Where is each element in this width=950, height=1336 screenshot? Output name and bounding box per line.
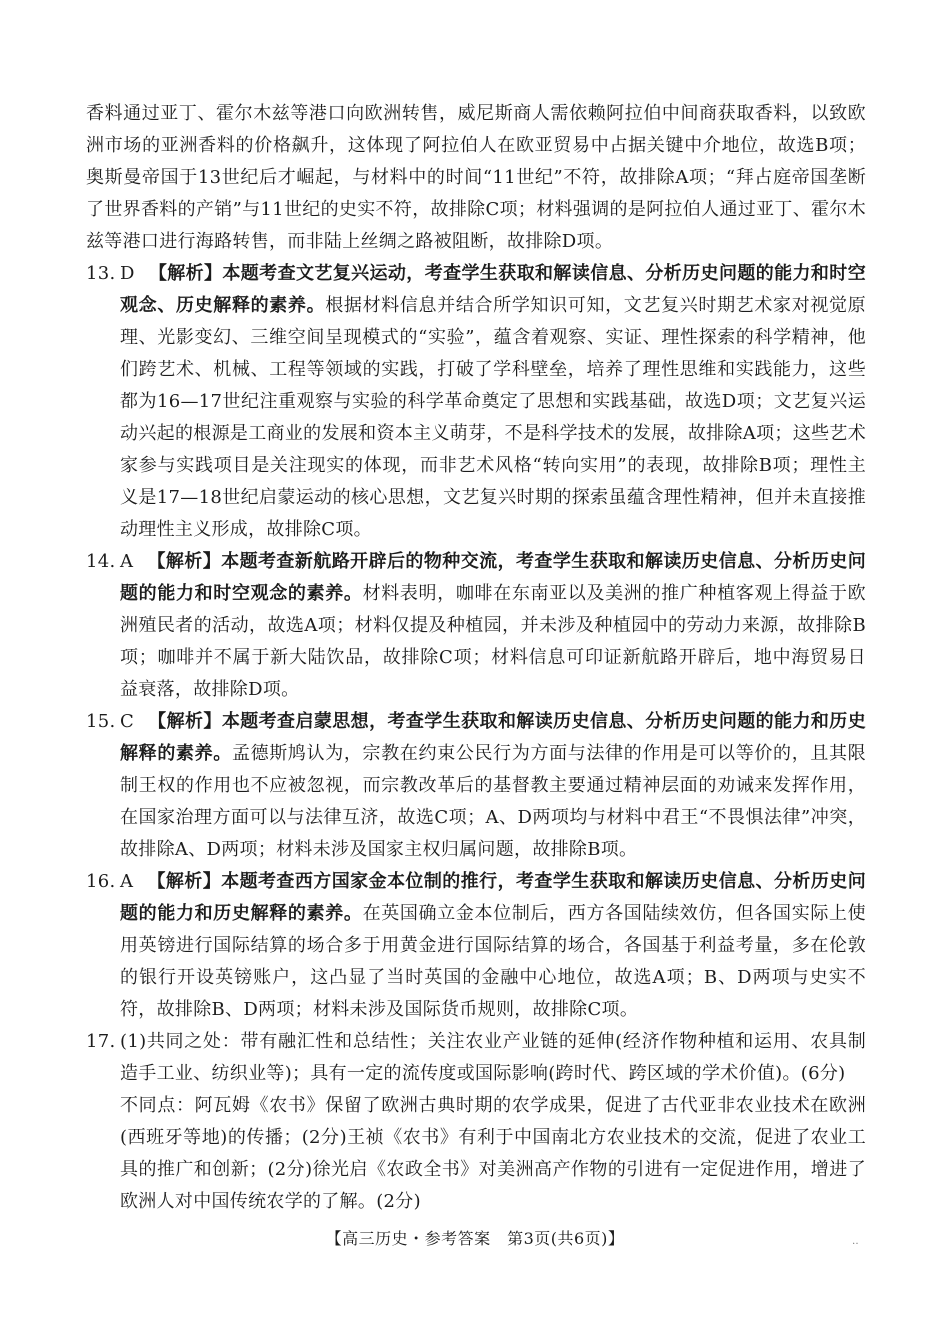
- item-analysis-heading: 【解析】本题考查西方国家金本位制的推行，考查学生获取和解读历史信息、分析历史问题的能力和历史解释的素养。: [120, 871, 866, 924]
- item-answer-letter: C: [120, 711, 135, 732]
- answer-item-17: [86, 1026, 866, 1218]
- item-number: 16.: [86, 871, 116, 892]
- item-analysis-text: 在英国确立金本位制后，西方各国陆续效仿，但各国实际上使用英镑进行国际结算的场合多于用黄金进行国际结算的场合，各国基于利益考量，多在伦敦的银行开设英镑账户，这凸显了当时英国的金融中心地位，故选A项；B、D两项与史实不符，故排除B、D两项；材料未涉及国际货币规则，故排除C项。: [120, 903, 866, 1020]
- answer-content: [86, 98, 866, 1218]
- q12-continuation: 香料通过亚丁、霍尔木兹等港口向欧洲转售，威尼斯商人需依赖阿拉伯中间商获取香料，以致欧洲市场的亚洲香料的价格飙升，这体现了阿拉伯人在欧亚贸易中占据关键中介地位，故选B项；奥斯曼帝国于13世纪后才崛起，与材料中的时间“11世纪”不符，故排除A项；“拜占庭帝国垄断了世界香料的产销”与11世纪的史实不符，故排除C项；材料强调的是阿拉伯人通过亚丁、霍尔木兹等港口进行海路转售，而非陆上丝绸之路被阻断，故排除D项。: [86, 103, 866, 252]
- q17-part1-differences: 不同点：阿瓦姆《农书》保留了欧洲古典时期的农学成果，促进了古代亚非农业技术在欧洲(西班牙等地)的传播；(2分)王祯《农书》有利于中国南北方农业技术的交流，促进了农业工具的推广和创新；(2分)徐光启《农政全书》对美洲高产作物的引进有一定促进作用，增进了欧洲人对中国传统农学的了解。(2分): [120, 1095, 866, 1212]
- item-analysis-heading: 【解析】本题考查新航路开辟后的物种交流，考查学生获取和解读历史信息、分析历史问题的能力和时空观念的素养。: [120, 551, 866, 604]
- item-analysis-heading: 【解析】本题考查文艺复兴运动，考查学生获取和解读信息、分析历史问题的能力和时空观念、历史解释的素养。: [120, 263, 866, 316]
- corner-mark: ‥: [852, 1236, 859, 1247]
- item-analysis-heading: 【解析】本题考查启蒙思想，考查学生获取和解读历史信息、分析历史问题的能力和历史解释的素养。: [120, 711, 866, 764]
- item-analysis-text: 材料表明，咖啡在东南亚以及美洲的推广种植客观上得益于欧洲殖民者的活动，故选A项；材料仅提及种植园，并未涉及种植园中的劳动力来源，故排除B项；咖啡并不属于新大陆饮品，故排除C项；材料信息可印证新航路开辟后，地中海贸易日益衰落，故排除D项。: [120, 583, 866, 700]
- item-analysis-text: 孟德斯鸠认为，宗教在约束公民行为方面与法律的作用是可以等价的，且其限制王权的作用也不应被忽视，而宗教改革后的基督教主要通过精神层面的劝诫来发挥作用，在国家治理方面可以与法律互济，故选C项；A、D两项均与材料中君王“不畏惧法律”冲突，故排除A、D两项；材料未涉及国家主权归属问题，故排除B项。: [120, 743, 866, 860]
- answer-item-13: [86, 258, 866, 546]
- answer-item-14: [86, 546, 866, 706]
- item-number: 17.: [86, 1031, 116, 1052]
- answer-item-15: [86, 706, 866, 866]
- item-answer-letter: A: [120, 871, 134, 892]
- item-answer-letter: D: [120, 263, 135, 284]
- item-answer-letter: A: [120, 551, 134, 572]
- answer-item-16: [86, 866, 866, 1026]
- item-number: 13.: [86, 263, 116, 284]
- item-number: 14.: [86, 551, 116, 572]
- item-number: 15.: [86, 711, 116, 732]
- page-footer: 【高三历史・参考答案 第3页(共6页)】: [325, 1229, 625, 1248]
- q17-part1-similarities: (1)共同之处：带有融汇性和总结性；关注农业产业链的延伸(经济作物种植和运用、农具制造手工业、纺织业等)；具有一定的流传度或国际影响(跨时代、跨区域的学术价值)。(6分): [120, 1031, 866, 1084]
- item-analysis-text: 根据材料信息并结合所学知识可知，文艺复兴时期艺术家对视觉原理、光影变幻、三维空间呈现模式的“实验”，蕴含着观察、实证、理性探索的科学精神，他们跨艺术、机械、工程等领域的实践，打破了学科壁垒，培养了理性思维和实践能力，这些都为16—17世纪注重观察与实验的科学革命奠定了思想和实践基础，故选D项；文艺复兴运动兴起的根源是工商业的发展和资本主义萌芽，不是科学技术的发展，故排除A项；这些艺术家参与实践项目是关注现实的体现，而非艺术风格“转向实用”的表现，故排除B项；理性主义是17—18世纪启蒙运动的核心思想，文艺复兴时期的探索虽蕴含理性精神，但并未直接推动理性主义形成，故排除C项。: [120, 295, 866, 540]
